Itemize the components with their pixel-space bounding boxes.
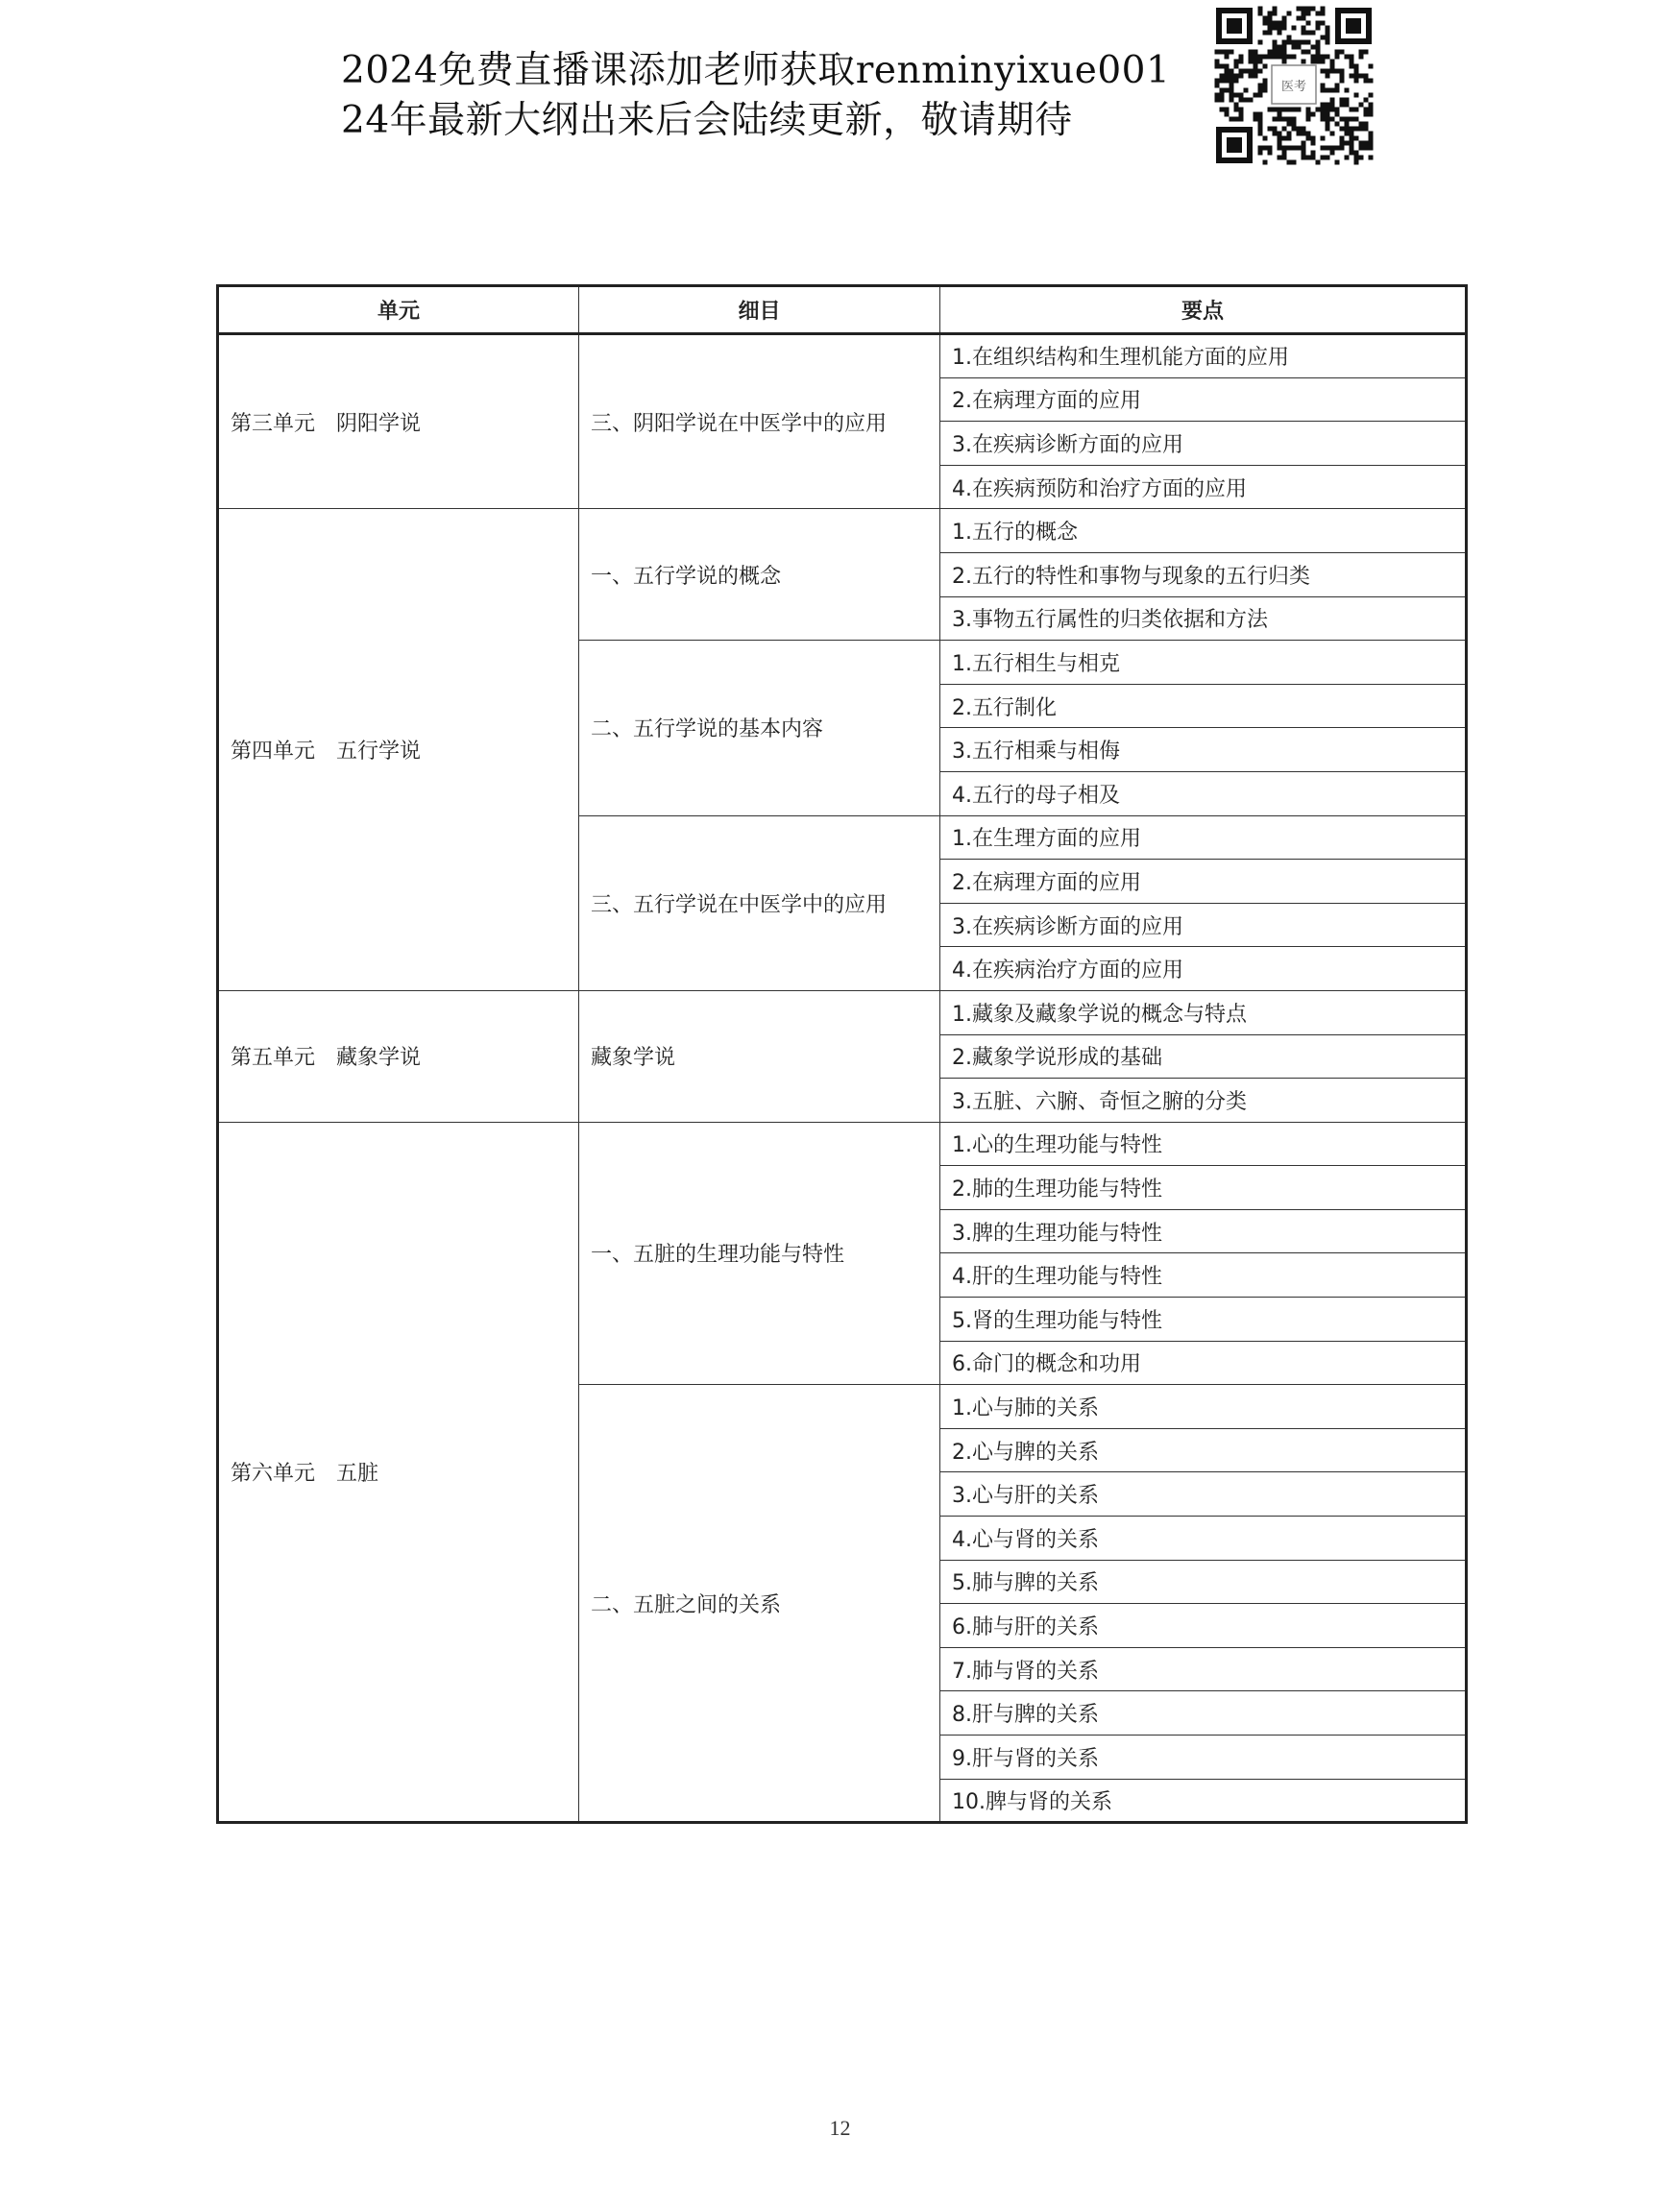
point-cell: 2.五行的特性和事物与现象的五行归类 (940, 552, 1467, 596)
point-cell: 1.心的生理功能与特性 (940, 1122, 1467, 1166)
syllabus-table (216, 284, 1468, 1824)
point-cell: 4.五行的母子相及 (940, 771, 1467, 815)
page-number: 12 (829, 2116, 851, 2140)
qr-code-image (1214, 6, 1374, 165)
point-cell: 4.心与肾的关系 (940, 1517, 1467, 1561)
point-cell: 2.肺的生理功能与特性 (940, 1166, 1467, 1210)
unit-cell: 第四单元 五行学说 (218, 509, 579, 991)
item-cell: 一、五脏的生理功能与特性 (579, 1122, 940, 1385)
point-cell: 5.肾的生理功能与特性 (940, 1298, 1467, 1342)
item-cell: 二、五脏之间的关系 (579, 1385, 940, 1823)
table-header-row (218, 286, 1467, 334)
qr-center-logo: 医考 (1280, 80, 1307, 94)
point-cell: 10.脾与肾的关系 (940, 1779, 1467, 1823)
point-cell: 3.脾的生理功能与特性 (940, 1209, 1467, 1253)
point-cell: 2.在病理方面的应用 (940, 377, 1467, 422)
point-cell: 2.五行制化 (940, 684, 1467, 728)
promo-line-1: 2024免费直播课添加老师获取renminyixue001 (341, 49, 1171, 92)
point-cell: 3.在疾病诊断方面的应用 (940, 903, 1467, 947)
point-cell: 2.心与脾的关系 (940, 1428, 1467, 1472)
point-cell: 8.肝与脾的关系 (940, 1691, 1467, 1736)
point-cell: 1.五行相生与相克 (940, 641, 1467, 685)
point-cell: 2.藏象学说形成的基础 (940, 1034, 1467, 1079)
item-cell: 二、五行学说的基本内容 (579, 641, 940, 815)
point-cell: 7.肺与肾的关系 (940, 1647, 1467, 1691)
point-cell: 3.五行相乘与相侮 (940, 728, 1467, 772)
header-unit: 单元 (218, 286, 579, 334)
point-cell: 9.肝与肾的关系 (940, 1736, 1467, 1780)
point-cell: 2.在病理方面的应用 (940, 860, 1467, 904)
unit-cell: 第五单元 藏象学说 (218, 990, 579, 1122)
point-cell: 3.事物五行属性的归类依据和方法 (940, 596, 1467, 641)
promo-line-2: 24年最新大纲出来后会陆续更新，敬请期待 (341, 99, 1073, 142)
table-row (218, 990, 1467, 1034)
point-cell: 1.五行的概念 (940, 509, 1467, 553)
table-row (218, 334, 1467, 378)
point-cell: 5.肺与脾的关系 (940, 1560, 1467, 1604)
point-cell: 4.肝的生理功能与特性 (940, 1253, 1467, 1298)
table-row (218, 509, 1467, 553)
item-cell: 三、五行学说在中医学中的应用 (579, 815, 940, 990)
point-cell: 1.藏象及藏象学说的概念与特点 (940, 990, 1467, 1034)
point-cell: 4.在疾病预防和治疗方面的应用 (940, 465, 1467, 509)
header-point: 要点 (940, 286, 1467, 334)
point-cell: 3.五脏、六腑、奇恒之腑的分类 (940, 1079, 1467, 1123)
item-cell: 三、阴阳学说在中医学中的应用 (579, 334, 940, 509)
point-cell: 6.肺与肝的关系 (940, 1604, 1467, 1648)
point-cell: 3.心与肝的关系 (940, 1472, 1467, 1517)
table-row (218, 1122, 1467, 1166)
item-cell: 藏象学说 (579, 990, 940, 1122)
point-cell: 6.命门的概念和功用 (940, 1341, 1467, 1385)
table-body (218, 334, 1467, 1823)
promo-header (341, 46, 1170, 146)
point-cell: 1.心与肺的关系 (940, 1385, 1467, 1429)
header-item: 细目 (579, 286, 940, 334)
unit-cell: 第三单元 阴阳学说 (218, 334, 579, 509)
point-cell: 1.在组织结构和生理机能方面的应用 (940, 334, 1467, 378)
unit-cell: 第六单元 五脏 (218, 1122, 579, 1823)
point-cell: 3.在疾病诊断方面的应用 (940, 422, 1467, 466)
item-cell: 一、五行学说的概念 (579, 509, 940, 641)
point-cell: 4.在疾病治疗方面的应用 (940, 947, 1467, 991)
point-cell: 1.在生理方面的应用 (940, 815, 1467, 860)
